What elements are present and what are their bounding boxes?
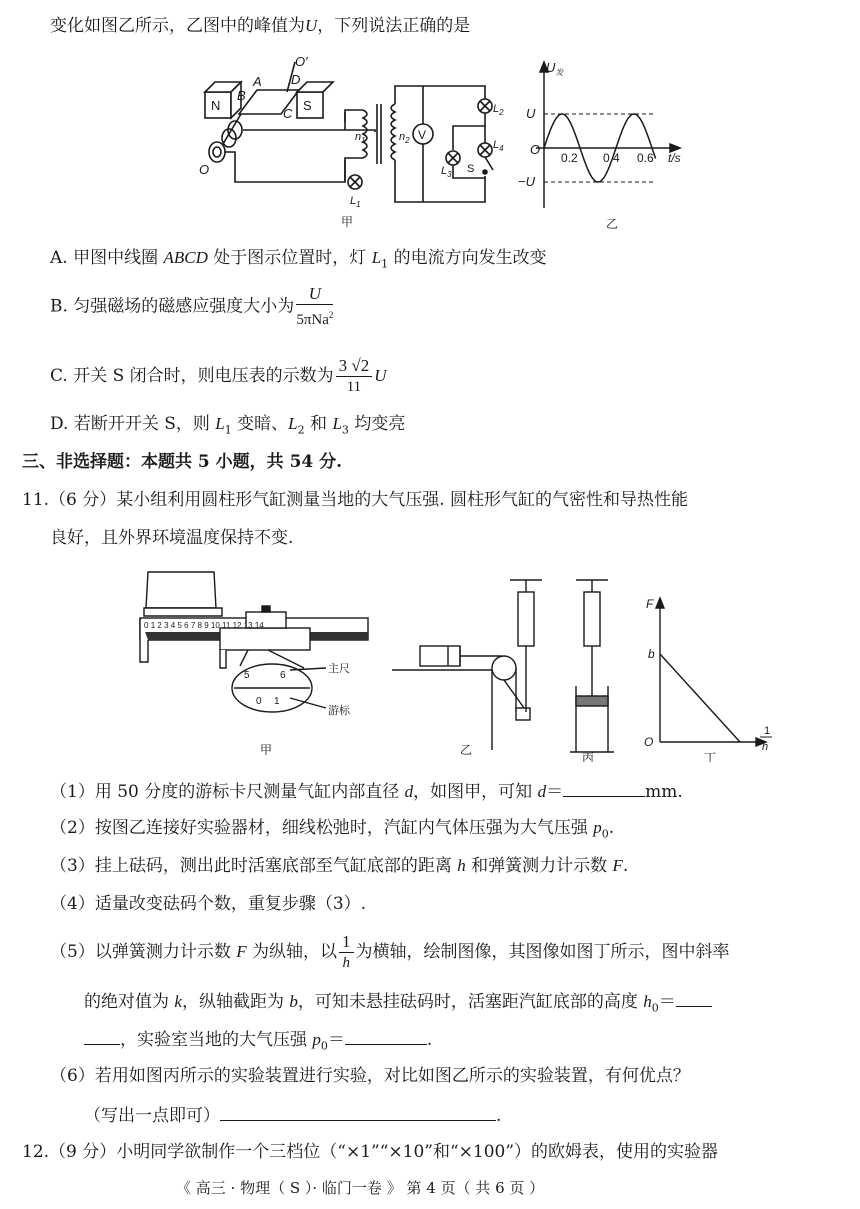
magnet-n-label: N	[211, 98, 221, 113]
q11-step1: （1）用 50 分度的游标卡尺测量气缸内部直径 d，如图甲，可知 d＝ mm.	[50, 778, 683, 804]
q11-line2: 良好，且外界环境温度保持不变.	[50, 528, 294, 548]
q11-step3: （3）挂上砝码，测出此时活塞底部至气缸底部的距离 h 和弹簧测力计示数 F.	[50, 856, 629, 876]
figure-jia-circuit	[195, 52, 515, 232]
caption-ding: 丁	[704, 751, 717, 762]
graph-origin: O	[644, 735, 654, 749]
option-b[interactable]: B. 匀强磁场的磁感应强度大小为 $\frac{U}{5\pi Na^2}$	[50, 284, 334, 328]
option-c[interactable]: C. 开关 S 闭合时，则电压表的示数为 $\frac{3 √2}{11}$ U	[50, 356, 387, 395]
q12-line1: 12.（9 分）小明同学欲制作一个三档位（“×1”“×10”和“×100”）的欧姆表，使用的实验器	[22, 1142, 719, 1162]
q11-figures	[130, 562, 790, 762]
q11-step4: （4）适量改变砝码个数，重复步骤（3）.	[50, 894, 367, 914]
vernier-label: 游标	[328, 705, 350, 717]
figure-jia-caption: 甲	[341, 215, 354, 229]
coil-c-label: C	[283, 106, 293, 121]
q11-step6: （6）若用如图丙所示的实验装置进行实验，对比如图乙所示的实验装置，有何优点？	[50, 1066, 690, 1086]
switch-s-label: S	[467, 163, 475, 175]
voltmeter-label: V	[418, 128, 427, 142]
section-heading: 三、非选择题：本题共 5 小题，共 54 分.	[22, 452, 343, 472]
n2-label: $n_2$	[399, 131, 410, 145]
ytick-neg-u: −U	[518, 174, 535, 189]
ytick-u: U	[526, 106, 536, 121]
yaxis-label: $U_发$	[546, 60, 564, 77]
zoom-main-5: 5	[244, 670, 250, 681]
xaxis-label: t/s	[668, 151, 681, 165]
axis-oprime-label: O′	[295, 54, 308, 69]
zoom-vernier-0: 0	[256, 696, 262, 707]
figure-yi-graph	[516, 58, 706, 238]
option-b-fraction: $\frac{U}{5\pi Na^2}$	[296, 284, 334, 328]
zoom-vernier-1: 1	[274, 696, 280, 707]
caliper-scale: 0 1 2 3 4 5 6 7 8 9 10 11 12 13 14	[144, 621, 264, 630]
figure-yi-caption: 乙	[606, 217, 619, 231]
xtick-0-2: 0.2	[561, 151, 578, 165]
main-scale-label: 主尺	[328, 663, 350, 675]
coil-a-label: A	[253, 74, 262, 89]
q11-step6-cont: （写出一点即可） .	[84, 1102, 501, 1128]
q11-line1: 11.（6 分）某小组利用圆柱形气缸测量当地的大气压强. 圆柱形气缸的气密性和导热性能	[22, 490, 689, 510]
option-c-fraction: $\frac{3 √2}{11}$	[336, 356, 373, 397]
xtick-0-4: 0.4	[603, 151, 620, 165]
origin-o: O	[530, 142, 541, 157]
caption-jia: 甲	[260, 743, 273, 757]
coil-d-label: D	[291, 72, 301, 87]
l3-label: $L_3$	[441, 165, 452, 179]
q11-step5-cont2: ，实验室当地的大气压强 $p_0=$ .	[84, 1026, 432, 1058]
magnet-s-label: S	[303, 98, 312, 113]
coil-b-label: B	[237, 88, 246, 103]
graph-b-label: b	[648, 647, 655, 661]
zoom-main-6: 6	[280, 670, 286, 681]
n1-label: $n_1$	[355, 131, 366, 145]
answer-blank-d[interactable]	[563, 778, 645, 797]
caption-yi: 乙	[460, 743, 473, 757]
option-d[interactable]: D. 若断开开关 S，则 $L_1$ 变暗、$L_2$ 和 $L_3$ 均变亮	[50, 414, 406, 437]
q11-step5-cont: 的绝对值为 k，纵轴截距为 b，可知未悬挂砝码时，活塞距汽缸底部的高度 $h_0=$	[84, 988, 712, 1020]
graph-x-num: 1	[764, 725, 771, 737]
answer-blank-h0-part1[interactable]	[676, 988, 712, 1007]
axis-o-label: O	[199, 162, 210, 177]
l4-label: $L_4$	[493, 139, 504, 153]
caption-bing: 丙	[582, 751, 595, 762]
graph-f-label: F	[646, 597, 654, 611]
page-footer: 《 高三 · 物理（ S ）· 临门一卷 》 第 4 页（ 共 6 页 ）	[176, 1179, 545, 1197]
answer-blank-h0-part2[interactable]	[84, 1026, 120, 1045]
answer-blank-p0[interactable]	[345, 1026, 427, 1045]
xtick-0-6: 0.6	[637, 151, 654, 165]
q11-step2: （2）按图乙连接好实验器材，细线松弛时，汽缸内气体压强为大气压强 $p_0$.	[50, 818, 615, 841]
option-a[interactable]: A. 甲图中线圈 ABCD 处于图示位置时，灯 $L_1$ 的电流方向发生改变	[50, 248, 547, 271]
answer-blank-advantage[interactable]	[220, 1102, 496, 1121]
l1-label: $L_1$	[350, 195, 361, 209]
intro-line: 变化如图乙所示，乙图中的峰值为U，下列说法正确的是	[50, 16, 471, 36]
graph-x-den: h	[762, 741, 769, 753]
l2-label: $L_2$	[493, 103, 504, 117]
q11-step5: （5）以弹簧测力计示数 F 为纵轴，以 $\frac{1}{h}$ 为横轴，绘制图像，其图像如图丁所示，图中斜率	[50, 932, 730, 971]
